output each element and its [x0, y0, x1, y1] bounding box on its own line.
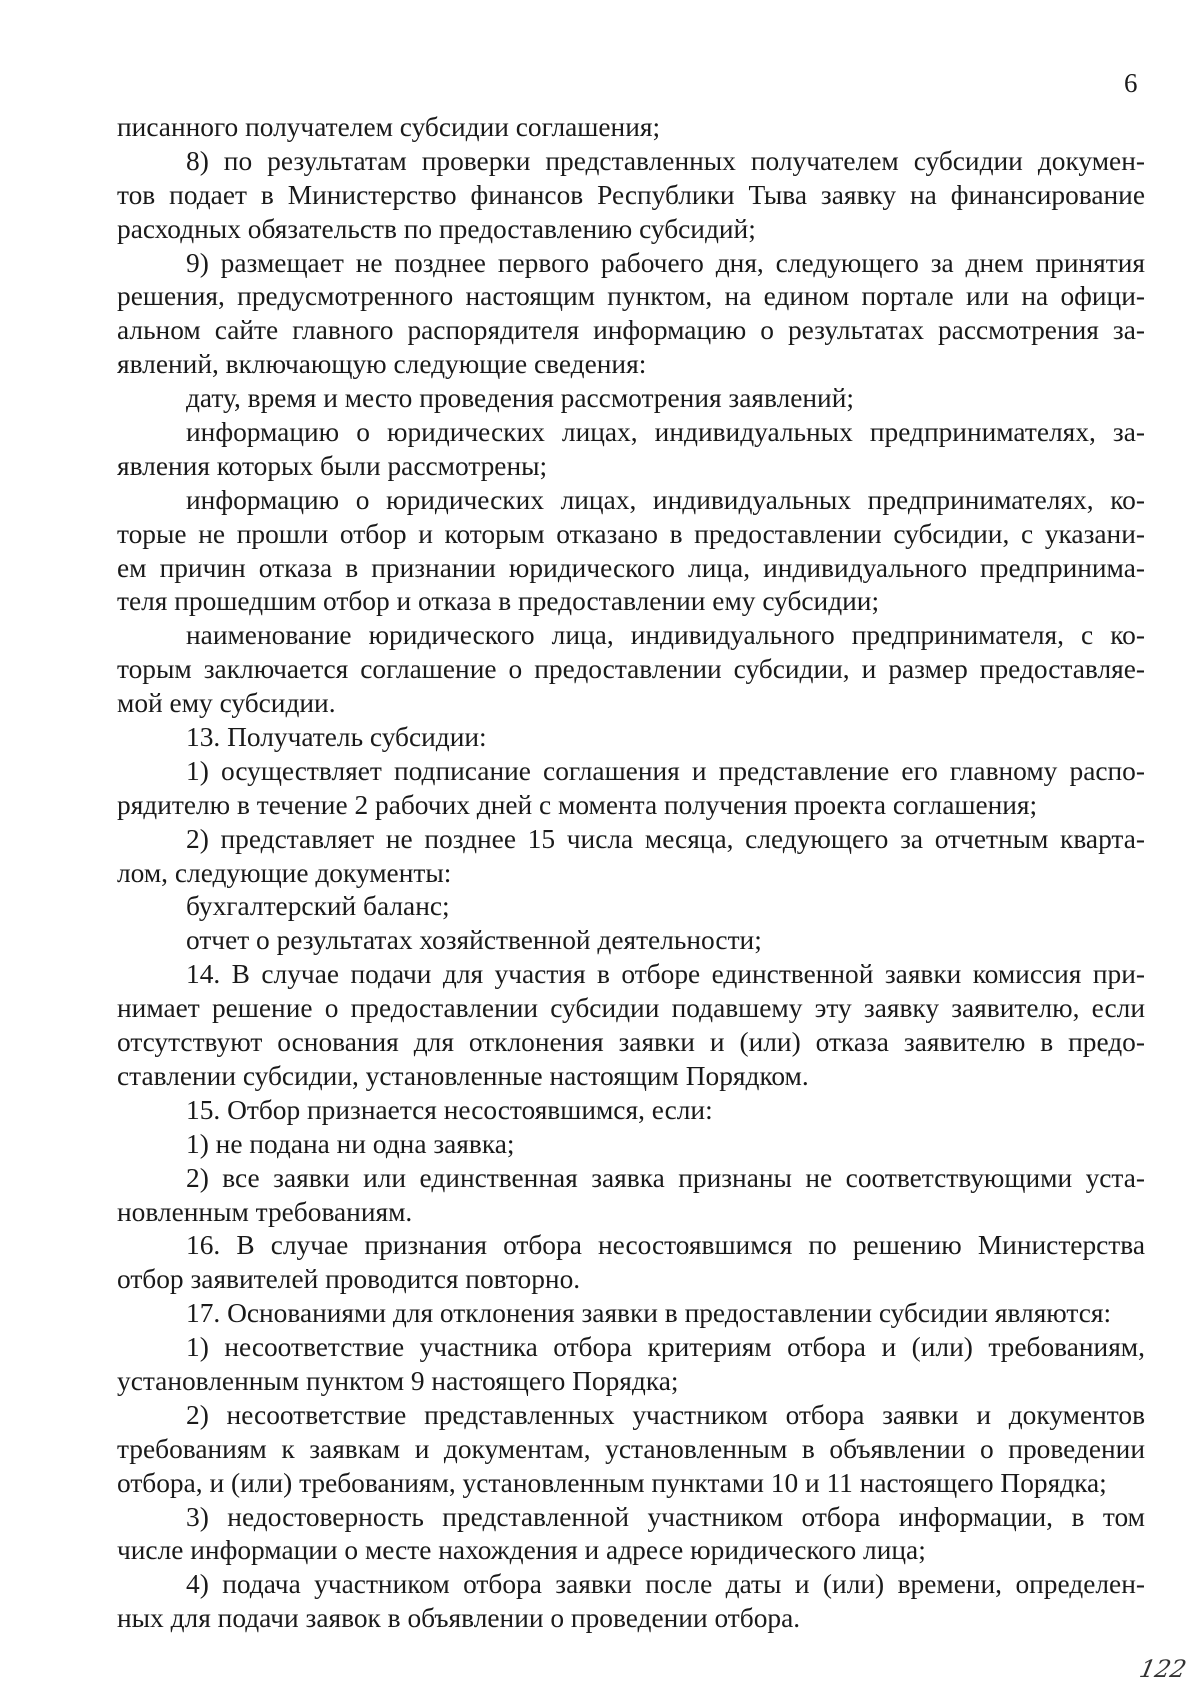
text-line: явлений, включающую следующие сведения:	[117, 349, 647, 380]
text-line: 2) несоответствие представленных участником отбора заявки и документов	[186, 1399, 1145, 1430]
text-line: требованиям к заявкам и документам, установленным в объявлении о проведении	[117, 1433, 1145, 1464]
text-line: дату, время и место проведения рассмотрения заявлений;	[186, 383, 854, 414]
text-line: 4) подача участником отбора заявки после даты и (или) времени, определен-	[186, 1569, 1145, 1600]
text-line: наименование юридического лица, индивидуального предпринимателя, с ко-	[186, 620, 1145, 651]
text-line: мой ему субсидии.	[117, 688, 336, 719]
text-line: торые не прошли отбор и которым отказано в предоставлении субсидии, с указани-	[117, 518, 1145, 549]
text-line: решения, предусмотренного настоящим пунктом, на едином портале или на офици-	[117, 281, 1145, 312]
text-line: 3) недостоверность представленной участником отбора информации, в том	[186, 1501, 1145, 1532]
text-line: ем причин отказа в признании юридического лица, индивидуального предпринима-	[117, 552, 1145, 583]
text-line: 17. Основаниями для отклонения заявки в предоставлении субсидии являются:	[186, 1298, 1112, 1329]
text-line: информацию о юридических лицах, индивидуальных предпринимателях, за-	[186, 417, 1145, 448]
text-line: теля прошедшим отбор и отказа в предоставлении ему субсидии;	[117, 586, 880, 617]
text-line: 2) все заявки или единственная заявка признаны не соответствующими уста-	[186, 1162, 1145, 1193]
text-line: 8) по результатам проверки представленных получателем субсидии докумен-	[186, 145, 1145, 176]
text-line: 14. В случае подачи для участия в отборе единственной заявки комиссия при-	[186, 959, 1145, 990]
text-line: лом, следующие документы:	[117, 857, 452, 888]
text-line: 13. Получатель субсидии:	[186, 722, 487, 753]
text-line: 1) не подана ни одна заявка;	[186, 1128, 515, 1159]
text-line: установленным пунктом 9 настоящего Порядка;	[117, 1365, 679, 1396]
text-line: 1) несоответствие участника отбора критериям отбора и (или) требованиям,	[186, 1332, 1145, 1363]
text-line: торым заключается соглашение о предоставлении субсидии, и размер предоставляе-	[117, 654, 1145, 685]
text-line: числе информации о месте нахождения и адресе юридического лица;	[117, 1535, 926, 1566]
text-line: альном сайте главного распорядителя информацию о результатах рассмотрения за-	[117, 315, 1145, 346]
text-line: 15. Отбор признается несостоявшимся, если:	[186, 1094, 713, 1125]
text-line: рядителю в течение 2 рабочих дней с момента получения проекта соглашения;	[117, 789, 1038, 820]
text-line: тов подает в Министерство финансов Республики Тыва заявку на финансирование	[117, 179, 1145, 210]
text-line: нимает решение о предоставлении субсидии подавшему эту заявку заявителю, если	[117, 993, 1145, 1024]
text-line: 16. В случае признания отбора несостоявшимся по решению Министерства	[186, 1230, 1145, 1261]
text-line: новленным требованиям.	[117, 1196, 413, 1227]
text-line: бухгалтерский баланс;	[186, 891, 450, 922]
text-line: явления которых были рассмотрены;	[117, 450, 548, 481]
text-line: отчет о результатах хозяйственной деятельности;	[186, 925, 762, 956]
text-line: 2) представляет не позднее 15 числа месяца, следующего за отчетным кварта-	[186, 823, 1145, 854]
text-line: ставлении субсидии, установленные настоящим Порядком.	[117, 1060, 809, 1091]
text-line: отбора, и (или) требованиям, установленным пунктами 10 и 11 настоящего Порядка;	[117, 1467, 1107, 1498]
text-line: отсутствуют основания для отклонения заявки и (или) отказа заявителю в предо-	[117, 1027, 1145, 1058]
handwritten-sheet-number: 122	[1137, 1655, 1189, 1683]
text-line: 9) размещает не позднее первого рабочего дня, следующего за днем принятия	[186, 247, 1145, 278]
text-line: отбор заявителей проводится повторно.	[117, 1264, 581, 1295]
text-line: расходных обязательств по предоставлению субсидий;	[117, 213, 756, 244]
text-line: писанного получателем субсидии соглашения;	[117, 112, 661, 142]
text-line: 1) осуществляет подписание соглашения и представление его главному распо-	[186, 755, 1145, 786]
text-line: ных для подачи заявок в объявлении о проведении отбора.	[117, 1603, 801, 1634]
document-body	[117, 111, 1145, 1636]
page-number: 6	[1124, 68, 1138, 98]
text-line: информацию о юридических лицах, индивидуальных предпринимателях, ко-	[186, 484, 1145, 515]
